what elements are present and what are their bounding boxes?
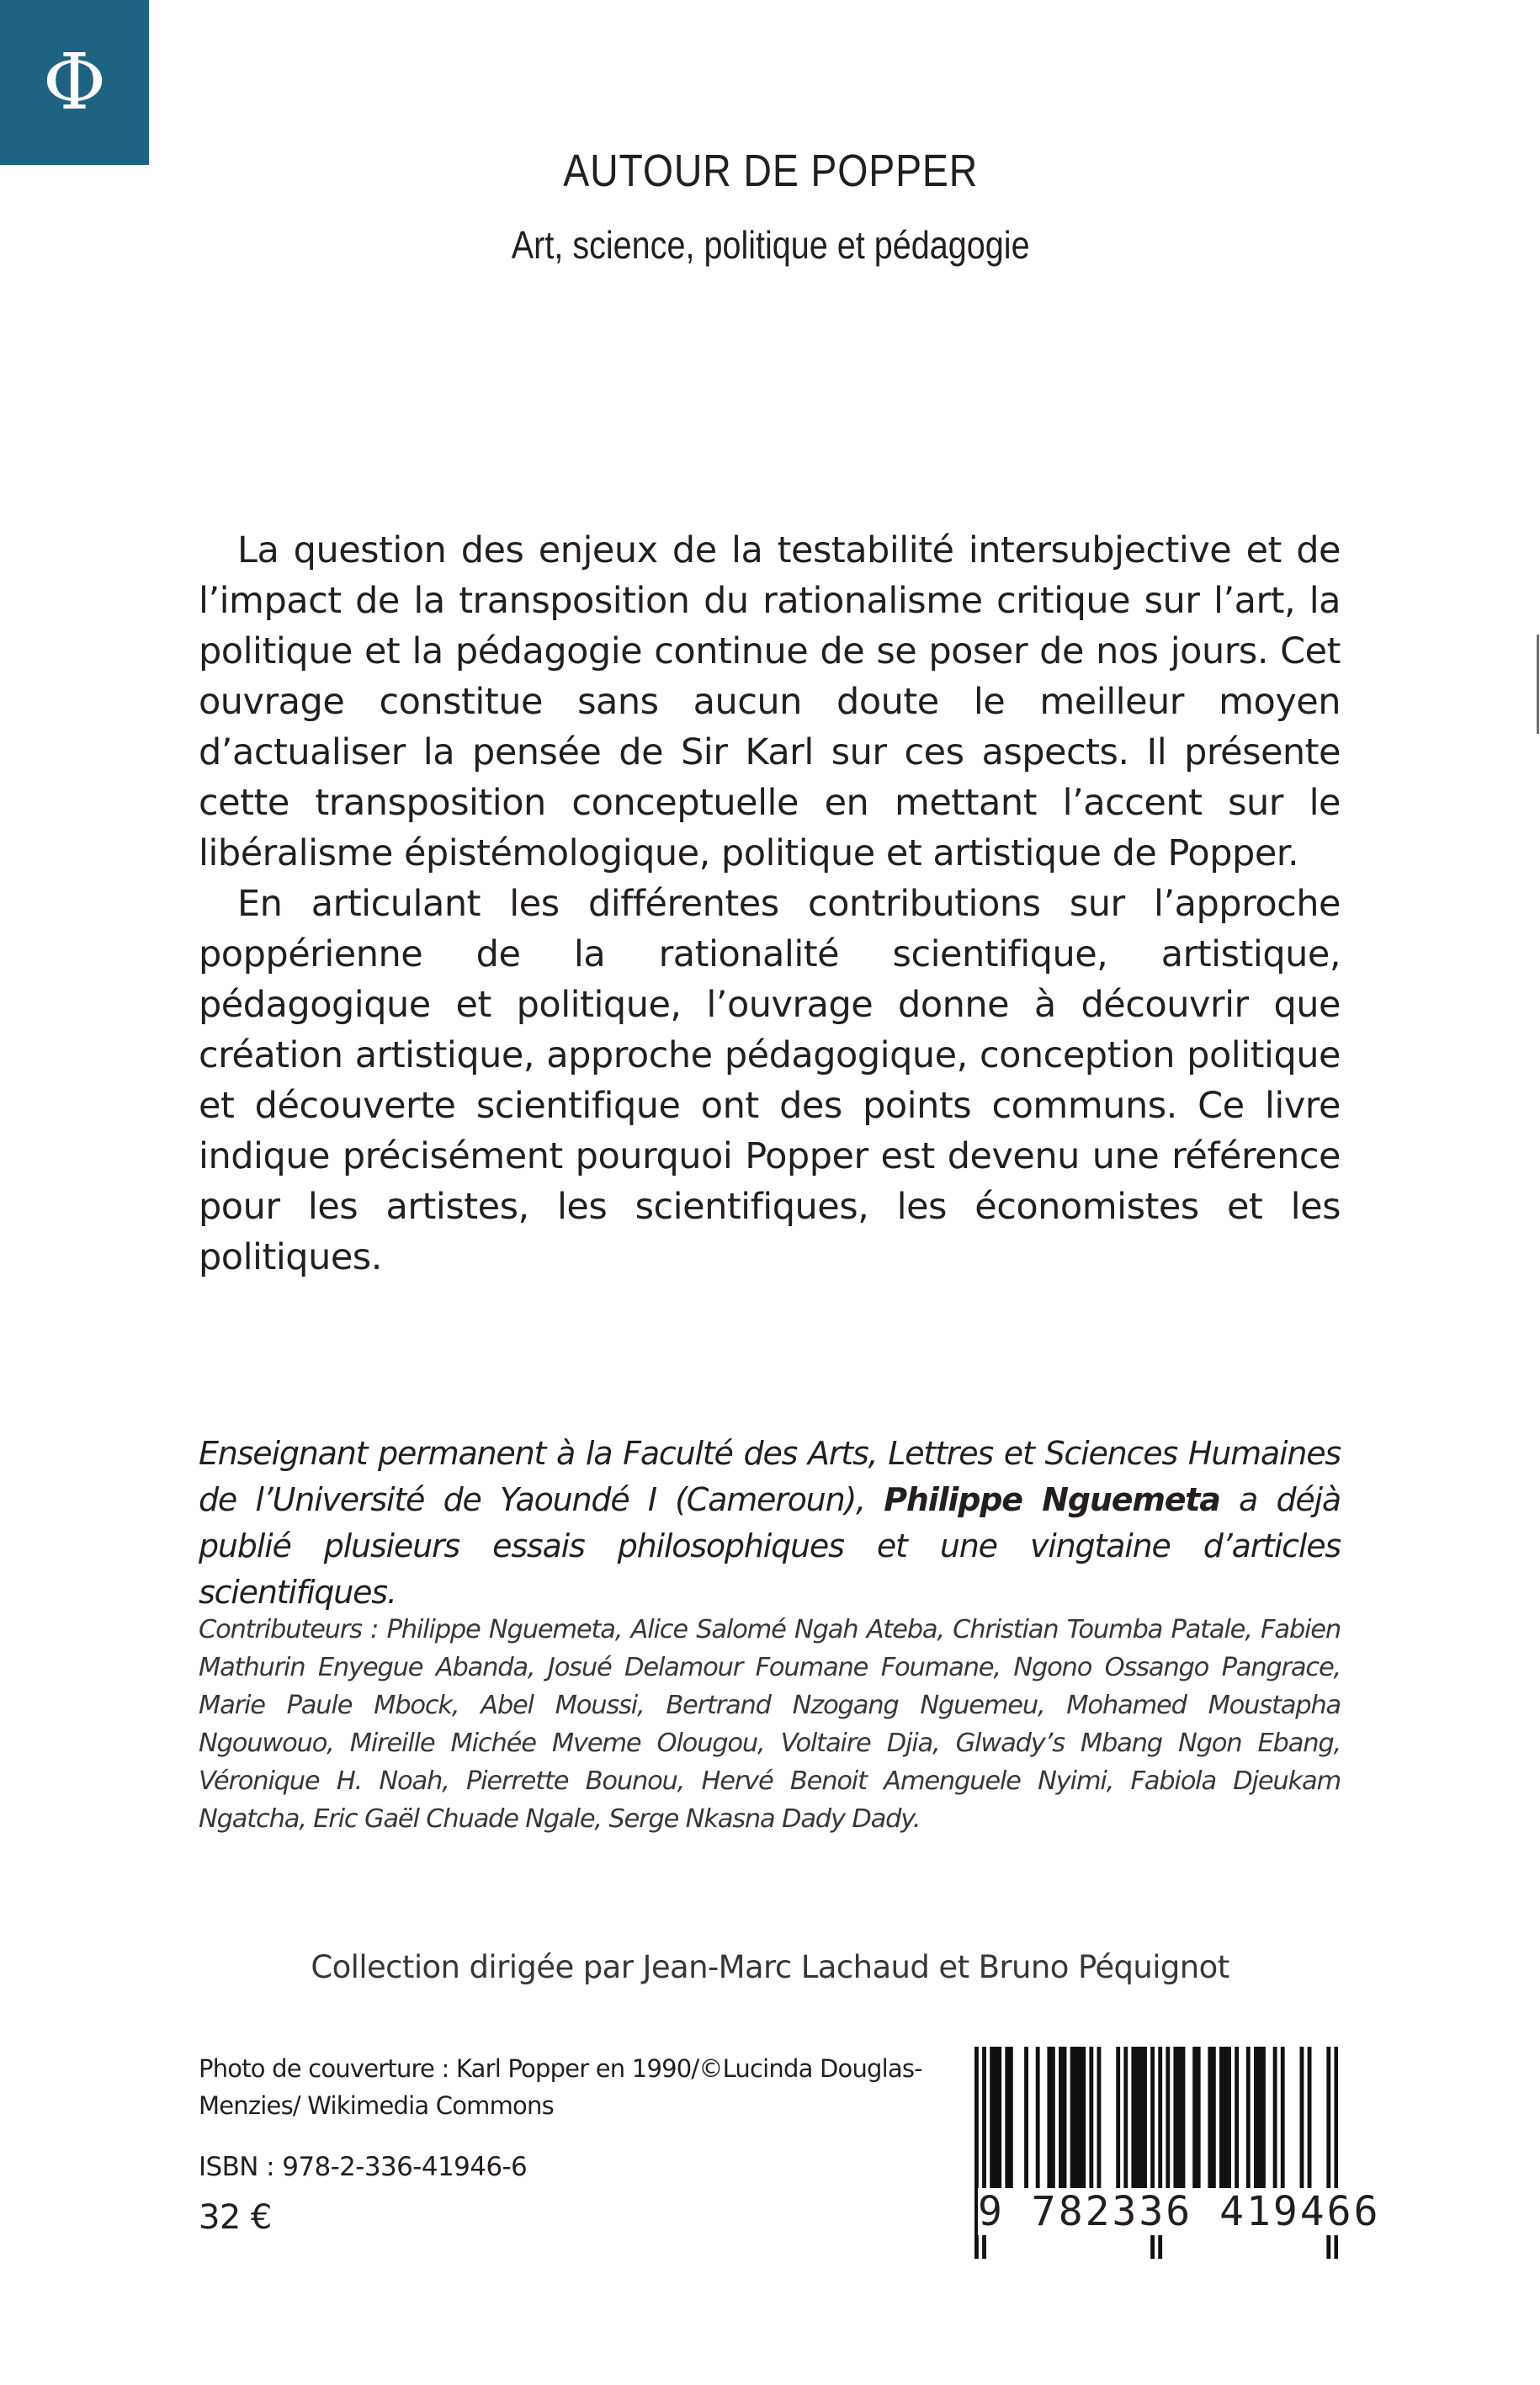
barcode-bar xyxy=(1131,2047,1135,2188)
barcode-digits: 9 782336 419466 xyxy=(978,2188,1381,2235)
barcode-bar xyxy=(1036,2047,1040,2188)
barcode-bar xyxy=(1078,2047,1082,2188)
barcode-bar xyxy=(1166,2047,1170,2188)
barcode-bar xyxy=(1208,2047,1212,2188)
barcode-bar xyxy=(1182,2047,1186,2188)
barcode-bar xyxy=(1273,2047,1277,2188)
author-name: Philippe Nguemeta xyxy=(884,1481,1220,1518)
contributors-list: Contributeurs : Philippe Nguemeta, Alice Salomé Ngah Ateba, Christian Toumba Patale, Fabien Mathurin Enyegue Abanda, Josué Delamour Foumane Foumane, Ngono Ossango Pangrace, Marie Paule Mbock, Abel Moussi, Bertrand Nzogang Nguemeu, Mohamed Moustapha Ngouwouo, Mireille Michée Mveme Olougou, Voltaire Djia, Glwady’s Mbang Ngon Ebang, Véronique H. Noah, Pierrette Bounou, Hervé Benoit Amenguele Nyimi, Fabiola Djeukam Ngatcha, Eric Gaël Chuade Ngale, Serge Nkasna Dady Dady. xyxy=(199,1615,1341,1834)
barcode-bar xyxy=(1059,2047,1063,2188)
barcode-bar xyxy=(1005,2047,1009,2188)
barcode-bar xyxy=(994,2047,998,2188)
barcode-bar xyxy=(1135,2047,1139,2188)
barcode-bar xyxy=(1139,2047,1144,2188)
phi-logo-icon: Φ xyxy=(42,37,107,127)
barcode-bar xyxy=(1051,2047,1055,2188)
spine-edge-mark xyxy=(1537,635,1539,734)
barcode-bar xyxy=(1300,2047,1304,2188)
barcode-bar xyxy=(1246,2047,1251,2188)
barcode-bar xyxy=(1116,2047,1120,2188)
barcode-bar xyxy=(1197,2047,1201,2188)
barcode-bar xyxy=(1261,2047,1266,2188)
barcode-bar xyxy=(1081,2047,1086,2188)
barcode-bar xyxy=(1074,2047,1078,2188)
collection-credit: Collection dirigée par Jean-Marc Lachaud et Bruno Péquignot xyxy=(311,1949,1229,1985)
bio-text-before: Enseignant permanent à la Faculté des Arts, Lettres et Sciences Humaines de l’Université de Yaoundé I (Cameroun), xyxy=(199,1435,1341,1518)
barcode-bar xyxy=(1089,2047,1093,2188)
barcode-bar xyxy=(1224,2047,1228,2188)
barcode-bar xyxy=(1212,2047,1216,2188)
book-subtitle: Art, science, politique et pédagogie xyxy=(511,223,1030,267)
barcode-bar xyxy=(1258,2047,1262,2188)
barcode-bar xyxy=(1024,2047,1028,2188)
blurb-paragraph-1: La question des enjeux de la testabilité intersubjective et de l’impact de la transposition du rationalisme critique sur l’art, la politique et la pédagogie continue de se poser de nos jours. Cet ouvrage constitue sans aucun doute le meilleur moyen d’actualiser la pensée de Sir Karl sur ces aspects. Il présente cette transposition conceptuelle en mettant l’accent sur le libéralisme épistémologique, politique et artistique de Popper. xyxy=(199,529,1341,874)
photo-credit: Photo de couverture : Karl Popper en 1990/©Lucinda Douglas-Menzies/ Wikimedia Commons xyxy=(199,2054,922,2120)
barcode-bar xyxy=(1009,2047,1013,2188)
barcode-bar xyxy=(1177,2047,1182,2188)
bio-text-after: a déjà publié plusieurs essais philosophiques et une vingtaine d’articles scientifiques. xyxy=(199,1481,1341,1611)
barcode-bar xyxy=(1070,2047,1075,2188)
barcode-bar xyxy=(1047,2047,1051,2188)
barcode-bar xyxy=(1254,2047,1258,2188)
isbn: ISBN : 978-2-336-41946-6 xyxy=(199,2152,528,2182)
barcode-bar xyxy=(1219,2047,1224,2188)
barcode-bar xyxy=(1097,2047,1102,2188)
barcode-bar xyxy=(1143,2047,1147,2188)
barcode-bar xyxy=(1281,2047,1285,2188)
back-cover-blurb xyxy=(199,525,1341,1283)
barcode-bar xyxy=(1192,2047,1197,2188)
barcode-bar xyxy=(990,2047,994,2188)
barcode-bar xyxy=(1308,2047,1312,2188)
author-bio xyxy=(199,1431,1341,1616)
barcode-bar xyxy=(1227,2047,1231,2188)
barcode-bar xyxy=(1123,2047,1128,2188)
barcode-bar xyxy=(1173,2047,1177,2188)
publisher-logo xyxy=(0,0,149,165)
blurb-paragraph-2: En articulant les différentes contributions sur l’approche poppérienne de la rationalité scientifique, artistique, pédagogique et politique, l’ouvrage donne à découvrir que création artistique, approche pédagogique, conception politique et découverte scientifique ont des points communs. Ce livre indique précisément pourquoi Popper est devenu une référence pour les artistes, les scientifiques, les économistes et les politiques. xyxy=(199,883,1341,1278)
book-title: AUTOUR DE POPPER xyxy=(563,146,979,196)
barcode-bar xyxy=(1063,2047,1067,2188)
barcode-bar xyxy=(997,2047,1001,2188)
price: 32 € xyxy=(199,2198,272,2237)
barcode-bar xyxy=(1235,2047,1239,2188)
